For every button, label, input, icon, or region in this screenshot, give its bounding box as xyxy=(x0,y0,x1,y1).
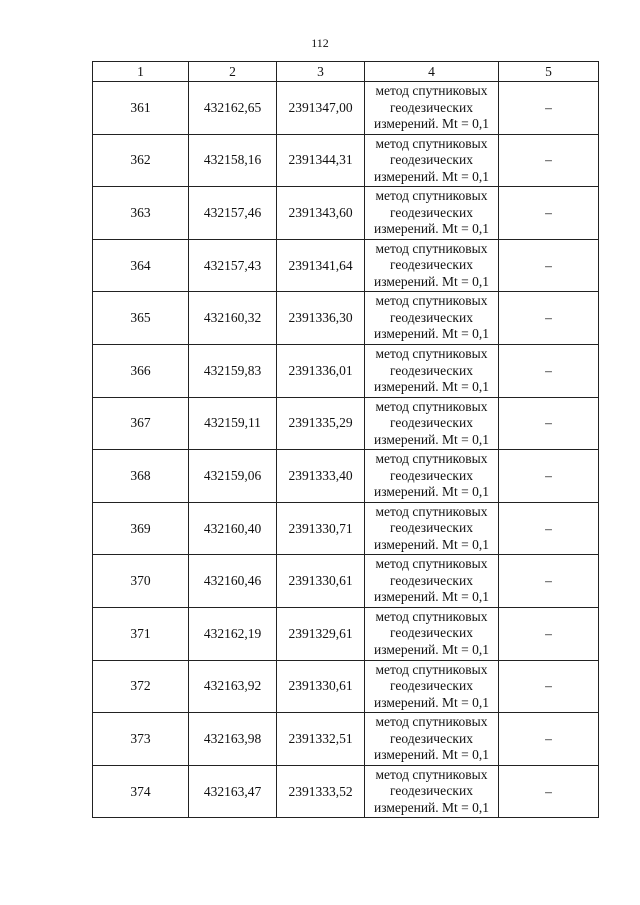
x-coordinate-cell: 432159,06 xyxy=(189,450,277,503)
method-line: метод спутниковых xyxy=(375,240,488,256)
table-row xyxy=(93,502,599,555)
method-line: геодезических xyxy=(390,415,473,431)
method-line: геодезических xyxy=(390,362,473,378)
point-number-cell: 364 xyxy=(93,239,189,292)
x-coordinate-cell: 432160,46 xyxy=(189,555,277,608)
point-number-cell: 366 xyxy=(93,344,189,397)
x-coordinate-cell: 432162,19 xyxy=(189,607,277,660)
method-line: измерений. Mt = 0,1 xyxy=(373,431,490,447)
method-cell xyxy=(365,82,499,135)
method-line: измерений. Mt = 0,1 xyxy=(373,273,490,289)
point-number-cell: 370 xyxy=(93,555,189,608)
y-coordinate-cell: 2391347,00 xyxy=(277,82,365,135)
note-cell: – xyxy=(499,239,599,292)
coordinates-table xyxy=(92,61,599,818)
method-line: измерений. Mt = 0,1 xyxy=(373,747,490,763)
x-coordinate-cell: 432160,32 xyxy=(189,292,277,345)
x-coordinate-cell: 432159,11 xyxy=(189,397,277,450)
y-coordinate-cell: 2391333,40 xyxy=(277,450,365,503)
method-cell xyxy=(365,765,499,818)
note-cell: – xyxy=(499,292,599,345)
method-line: геодезических xyxy=(390,99,473,115)
point-number-cell: 374 xyxy=(93,765,189,818)
column-header-5: 5 xyxy=(499,62,599,82)
note-cell: – xyxy=(499,713,599,766)
method-cell xyxy=(365,713,499,766)
y-coordinate-cell: 2391333,52 xyxy=(277,765,365,818)
table-row xyxy=(93,344,599,397)
method-cell xyxy=(365,660,499,713)
method-line: измерений. Mt = 0,1 xyxy=(373,221,490,237)
note-cell: – xyxy=(499,187,599,240)
x-coordinate-cell: 432160,40 xyxy=(189,502,277,555)
x-coordinate-cell: 432159,83 xyxy=(189,344,277,397)
table-row xyxy=(93,292,599,345)
method-line: метод спутниковых xyxy=(375,451,488,467)
table-row xyxy=(93,713,599,766)
x-coordinate-cell: 432158,16 xyxy=(189,134,277,187)
method-cell xyxy=(365,239,499,292)
note-cell: – xyxy=(499,660,599,713)
method-line: измерений. Mt = 0,1 xyxy=(373,116,490,132)
method-line: измерений. Mt = 0,1 xyxy=(373,379,490,395)
note-cell: – xyxy=(499,134,599,187)
method-line: метод спутниковых xyxy=(375,398,488,414)
method-line: измерений. Mt = 0,1 xyxy=(373,484,490,500)
method-line: метод спутниковых xyxy=(375,503,488,519)
method-line: измерений. Mt = 0,1 xyxy=(373,641,490,657)
method-line: геодезических xyxy=(390,204,473,220)
y-coordinate-cell: 2391332,51 xyxy=(277,713,365,766)
y-coordinate-cell: 2391336,30 xyxy=(277,292,365,345)
method-cell xyxy=(365,555,499,608)
method-line: метод спутниковых xyxy=(375,608,488,624)
point-number-cell: 373 xyxy=(93,713,189,766)
x-coordinate-cell: 432162,65 xyxy=(189,82,277,135)
table-row xyxy=(93,450,599,503)
table-body xyxy=(93,82,599,818)
method-line: метод спутниковых xyxy=(375,83,488,99)
note-cell: – xyxy=(499,344,599,397)
y-coordinate-cell: 2391336,01 xyxy=(277,344,365,397)
method-line: измерений. Mt = 0,1 xyxy=(373,168,490,184)
method-line: геодезических xyxy=(390,783,473,799)
method-line: геодезических xyxy=(390,678,473,694)
method-line: геодезических xyxy=(390,152,473,168)
note-cell: – xyxy=(499,502,599,555)
point-number-cell: 369 xyxy=(93,502,189,555)
table-header-row xyxy=(93,62,599,82)
column-header-1: 1 xyxy=(93,62,189,82)
method-line: геодезических xyxy=(390,572,473,588)
point-number-cell: 361 xyxy=(93,82,189,135)
method-line: метод спутниковых xyxy=(375,556,488,572)
note-cell: – xyxy=(499,397,599,450)
y-coordinate-cell: 2391330,61 xyxy=(277,555,365,608)
method-cell xyxy=(365,607,499,660)
table-row xyxy=(93,239,599,292)
x-coordinate-cell: 432157,43 xyxy=(189,239,277,292)
method-line: геодезических xyxy=(390,467,473,483)
note-cell: – xyxy=(499,607,599,660)
table-row xyxy=(93,82,599,135)
method-cell xyxy=(365,134,499,187)
x-coordinate-cell: 432163,92 xyxy=(189,660,277,713)
point-number-cell: 372 xyxy=(93,660,189,713)
method-line: геодезических xyxy=(390,520,473,536)
method-cell xyxy=(365,292,499,345)
y-coordinate-cell: 2391335,29 xyxy=(277,397,365,450)
method-cell xyxy=(365,450,499,503)
table-row xyxy=(93,134,599,187)
method-cell xyxy=(365,187,499,240)
method-cell xyxy=(365,502,499,555)
note-cell: – xyxy=(499,82,599,135)
method-line: геодезических xyxy=(390,257,473,273)
method-line: метод спутниковых xyxy=(375,293,488,309)
column-header-2: 2 xyxy=(189,62,277,82)
table-row xyxy=(93,660,599,713)
method-line: измерений. Mt = 0,1 xyxy=(373,694,490,710)
method-line: метод спутниковых xyxy=(375,346,488,362)
note-cell: – xyxy=(499,765,599,818)
method-line: метод спутниковых xyxy=(375,766,488,782)
method-line: измерений. Mt = 0,1 xyxy=(373,589,490,605)
method-line: метод спутниковых xyxy=(375,135,488,151)
method-line: метод спутниковых xyxy=(375,188,488,204)
table-row xyxy=(93,397,599,450)
page-number: 112 xyxy=(311,36,329,50)
note-cell: – xyxy=(499,555,599,608)
point-number-cell: 371 xyxy=(93,607,189,660)
method-line: геодезических xyxy=(390,309,473,325)
table-row xyxy=(93,765,599,818)
y-coordinate-cell: 2391329,61 xyxy=(277,607,365,660)
y-coordinate-cell: 2391344,31 xyxy=(277,134,365,187)
method-line: измерений. Mt = 0,1 xyxy=(373,326,490,342)
method-line: метод спутниковых xyxy=(375,661,488,677)
note-cell: – xyxy=(499,450,599,503)
point-number-cell: 368 xyxy=(93,450,189,503)
x-coordinate-cell: 432163,47 xyxy=(189,765,277,818)
method-line: геодезических xyxy=(390,730,473,746)
point-number-cell: 365 xyxy=(93,292,189,345)
column-header-4: 4 xyxy=(365,62,499,82)
y-coordinate-cell: 2391330,61 xyxy=(277,660,365,713)
table-row xyxy=(93,607,599,660)
table-row xyxy=(93,555,599,608)
point-number-cell: 362 xyxy=(93,134,189,187)
point-number-cell: 363 xyxy=(93,187,189,240)
method-line: метод спутниковых xyxy=(375,714,488,730)
method-line: измерений. Mt = 0,1 xyxy=(373,536,490,552)
method-cell xyxy=(365,397,499,450)
method-line: измерений. Mt = 0,1 xyxy=(373,799,490,815)
y-coordinate-cell: 2391343,60 xyxy=(277,187,365,240)
method-cell xyxy=(365,344,499,397)
table-row xyxy=(93,187,599,240)
x-coordinate-cell: 432163,98 xyxy=(189,713,277,766)
column-header-3: 3 xyxy=(277,62,365,82)
y-coordinate-cell: 2391330,71 xyxy=(277,502,365,555)
x-coordinate-cell: 432157,46 xyxy=(189,187,277,240)
point-number-cell: 367 xyxy=(93,397,189,450)
y-coordinate-cell: 2391341,64 xyxy=(277,239,365,292)
method-line: геодезических xyxy=(390,625,473,641)
